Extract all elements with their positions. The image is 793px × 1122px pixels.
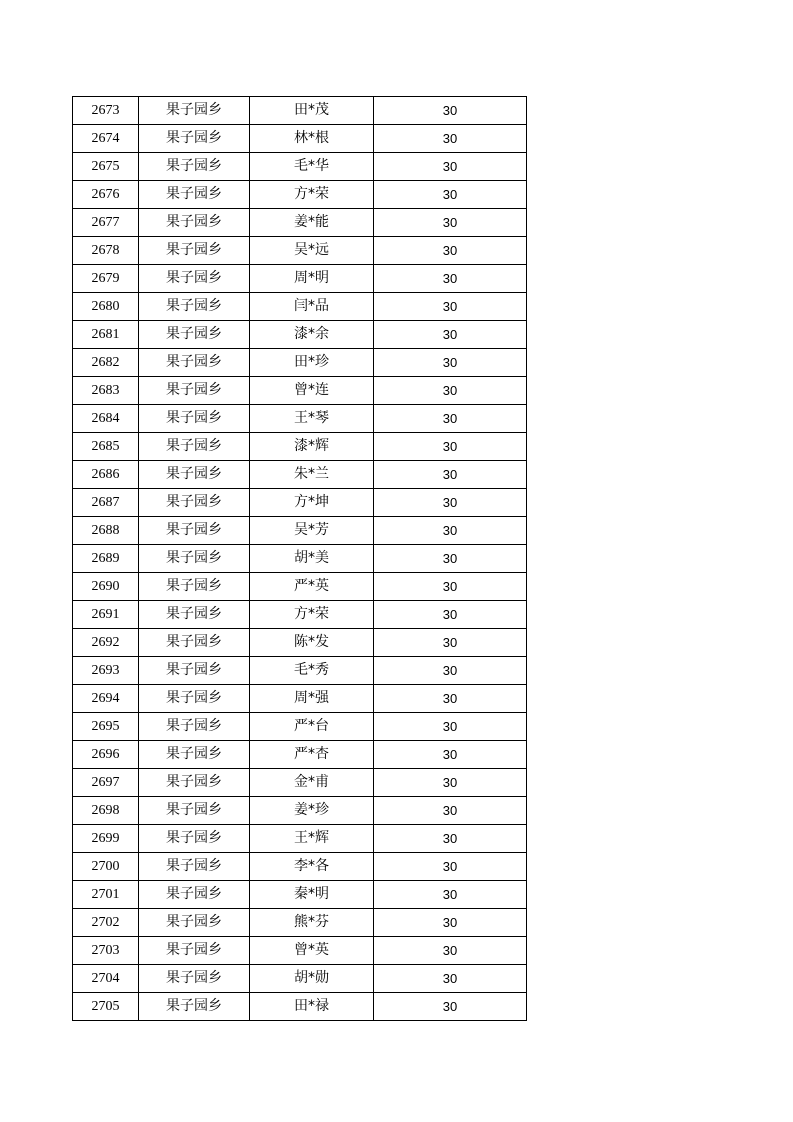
amount-cell: 30 (374, 741, 527, 769)
row-number-cell: 2692 (73, 629, 139, 657)
row-number-cell: 2688 (73, 517, 139, 545)
table-row (73, 433, 527, 461)
township-cell: 果子园乡 (139, 713, 250, 741)
person-name-cell: 秦*明 (250, 881, 374, 909)
amount-cell: 30 (374, 965, 527, 993)
table-row (73, 181, 527, 209)
township-cell: 果子园乡 (139, 265, 250, 293)
township-cell: 果子园乡 (139, 601, 250, 629)
amount-cell: 30 (374, 433, 527, 461)
table-row (73, 237, 527, 265)
row-number-cell: 2690 (73, 573, 139, 601)
data-table (72, 96, 527, 1021)
amount-cell: 30 (374, 377, 527, 405)
table-row (73, 209, 527, 237)
person-name-cell: 姜*能 (250, 209, 374, 237)
person-name-cell: 王*辉 (250, 825, 374, 853)
table-row (73, 629, 527, 657)
township-cell: 果子园乡 (139, 293, 250, 321)
township-cell: 果子园乡 (139, 741, 250, 769)
row-number-cell: 2678 (73, 237, 139, 265)
amount-cell: 30 (374, 517, 527, 545)
row-number-cell: 2673 (73, 97, 139, 125)
amount-cell: 30 (374, 545, 527, 573)
person-name-cell: 周*明 (250, 265, 374, 293)
township-cell: 果子园乡 (139, 937, 250, 965)
amount-cell: 30 (374, 265, 527, 293)
table-row (73, 293, 527, 321)
row-number-cell: 2698 (73, 797, 139, 825)
row-number-cell: 2699 (73, 825, 139, 853)
table-row (73, 517, 527, 545)
table-row (73, 657, 527, 685)
township-cell: 果子园乡 (139, 545, 250, 573)
person-name-cell: 姜*珍 (250, 797, 374, 825)
township-cell: 果子园乡 (139, 321, 250, 349)
person-name-cell: 方*坤 (250, 489, 374, 517)
person-name-cell: 金*甫 (250, 769, 374, 797)
row-number-cell: 2697 (73, 769, 139, 797)
table-row (73, 545, 527, 573)
township-cell: 果子园乡 (139, 825, 250, 853)
amount-cell: 30 (374, 153, 527, 181)
amount-cell: 30 (374, 293, 527, 321)
township-cell: 果子园乡 (139, 153, 250, 181)
table-row (73, 321, 527, 349)
amount-cell: 30 (374, 937, 527, 965)
person-name-cell: 吴*芳 (250, 517, 374, 545)
person-name-cell: 方*荣 (250, 181, 374, 209)
table-row (73, 125, 527, 153)
person-name-cell: 严*英 (250, 573, 374, 601)
person-name-cell: 王*琴 (250, 405, 374, 433)
person-name-cell: 漆*辉 (250, 433, 374, 461)
amount-cell: 30 (374, 657, 527, 685)
table-row (73, 573, 527, 601)
row-number-cell: 2681 (73, 321, 139, 349)
row-number-cell: 2704 (73, 965, 139, 993)
amount-cell: 30 (374, 769, 527, 797)
township-cell: 果子园乡 (139, 461, 250, 489)
township-cell: 果子园乡 (139, 349, 250, 377)
table-row (73, 769, 527, 797)
township-cell: 果子园乡 (139, 405, 250, 433)
amount-cell: 30 (374, 181, 527, 209)
amount-cell: 30 (374, 853, 527, 881)
table-row (73, 349, 527, 377)
table-row (73, 881, 527, 909)
table-body (73, 97, 527, 1021)
township-cell: 果子园乡 (139, 517, 250, 545)
row-number-cell: 2683 (73, 377, 139, 405)
row-number-cell: 2674 (73, 125, 139, 153)
amount-cell: 30 (374, 601, 527, 629)
amount-cell: 30 (374, 797, 527, 825)
person-name-cell: 漆*余 (250, 321, 374, 349)
person-name-cell: 周*强 (250, 685, 374, 713)
township-cell: 果子园乡 (139, 853, 250, 881)
row-number-cell: 2694 (73, 685, 139, 713)
row-number-cell: 2677 (73, 209, 139, 237)
row-number-cell: 2687 (73, 489, 139, 517)
table-row (73, 993, 527, 1021)
table-row (73, 405, 527, 433)
township-cell: 果子园乡 (139, 237, 250, 265)
township-cell: 果子园乡 (139, 629, 250, 657)
person-name-cell: 林*根 (250, 125, 374, 153)
row-number-cell: 2703 (73, 937, 139, 965)
row-number-cell: 2685 (73, 433, 139, 461)
table-row (73, 965, 527, 993)
row-number-cell: 2676 (73, 181, 139, 209)
person-name-cell: 方*荣 (250, 601, 374, 629)
amount-cell: 30 (374, 405, 527, 433)
amount-cell: 30 (374, 321, 527, 349)
person-name-cell: 胡*美 (250, 545, 374, 573)
person-name-cell: 曾*连 (250, 377, 374, 405)
table-row (73, 909, 527, 937)
row-number-cell: 2696 (73, 741, 139, 769)
person-name-cell: 田*茂 (250, 97, 374, 125)
person-name-cell: 陈*发 (250, 629, 374, 657)
amount-cell: 30 (374, 713, 527, 741)
person-name-cell: 熊*芬 (250, 909, 374, 937)
amount-cell: 30 (374, 125, 527, 153)
table-row (73, 153, 527, 181)
table-row (73, 685, 527, 713)
township-cell: 果子园乡 (139, 657, 250, 685)
row-number-cell: 2705 (73, 993, 139, 1021)
row-number-cell: 2675 (73, 153, 139, 181)
row-number-cell: 2695 (73, 713, 139, 741)
row-number-cell: 2701 (73, 881, 139, 909)
township-cell: 果子园乡 (139, 433, 250, 461)
table-row (73, 797, 527, 825)
table-row (73, 97, 527, 125)
amount-cell: 30 (374, 349, 527, 377)
township-cell: 果子园乡 (139, 573, 250, 601)
amount-cell: 30 (374, 461, 527, 489)
person-name-cell: 严*杏 (250, 741, 374, 769)
table-row (73, 461, 527, 489)
row-number-cell: 2691 (73, 601, 139, 629)
amount-cell: 30 (374, 573, 527, 601)
row-number-cell: 2682 (73, 349, 139, 377)
row-number-cell: 2700 (73, 853, 139, 881)
township-cell: 果子园乡 (139, 685, 250, 713)
person-name-cell: 曾*英 (250, 937, 374, 965)
township-cell: 果子园乡 (139, 377, 250, 405)
person-name-cell: 田*珍 (250, 349, 374, 377)
table-row (73, 825, 527, 853)
amount-cell: 30 (374, 825, 527, 853)
person-name-cell: 毛*华 (250, 153, 374, 181)
table-row (73, 853, 527, 881)
person-name-cell: 严*台 (250, 713, 374, 741)
table-row (73, 713, 527, 741)
township-cell: 果子园乡 (139, 965, 250, 993)
table-row (73, 489, 527, 517)
person-name-cell: 毛*秀 (250, 657, 374, 685)
township-cell: 果子园乡 (139, 797, 250, 825)
row-number-cell: 2693 (73, 657, 139, 685)
row-number-cell: 2679 (73, 265, 139, 293)
township-cell: 果子园乡 (139, 909, 250, 937)
row-number-cell: 2686 (73, 461, 139, 489)
township-cell: 果子园乡 (139, 125, 250, 153)
person-name-cell: 田*禄 (250, 993, 374, 1021)
person-name-cell: 朱*兰 (250, 461, 374, 489)
person-name-cell: 胡*勋 (250, 965, 374, 993)
row-number-cell: 2702 (73, 909, 139, 937)
township-cell: 果子园乡 (139, 181, 250, 209)
township-cell: 果子园乡 (139, 881, 250, 909)
table-row (73, 265, 527, 293)
township-cell: 果子园乡 (139, 489, 250, 517)
table-row (73, 377, 527, 405)
township-cell: 果子园乡 (139, 769, 250, 797)
amount-cell: 30 (374, 881, 527, 909)
row-number-cell: 2689 (73, 545, 139, 573)
table-row (73, 601, 527, 629)
township-cell: 果子园乡 (139, 97, 250, 125)
amount-cell: 30 (374, 489, 527, 517)
amount-cell: 30 (374, 993, 527, 1021)
amount-cell: 30 (374, 209, 527, 237)
row-number-cell: 2684 (73, 405, 139, 433)
amount-cell: 30 (374, 629, 527, 657)
person-name-cell: 李*各 (250, 853, 374, 881)
township-cell: 果子园乡 (139, 993, 250, 1021)
amount-cell: 30 (374, 97, 527, 125)
table-row (73, 741, 527, 769)
amount-cell: 30 (374, 237, 527, 265)
person-name-cell: 吴*远 (250, 237, 374, 265)
amount-cell: 30 (374, 909, 527, 937)
person-name-cell: 闫*品 (250, 293, 374, 321)
table-row (73, 937, 527, 965)
township-cell: 果子园乡 (139, 209, 250, 237)
row-number-cell: 2680 (73, 293, 139, 321)
amount-cell: 30 (374, 685, 527, 713)
